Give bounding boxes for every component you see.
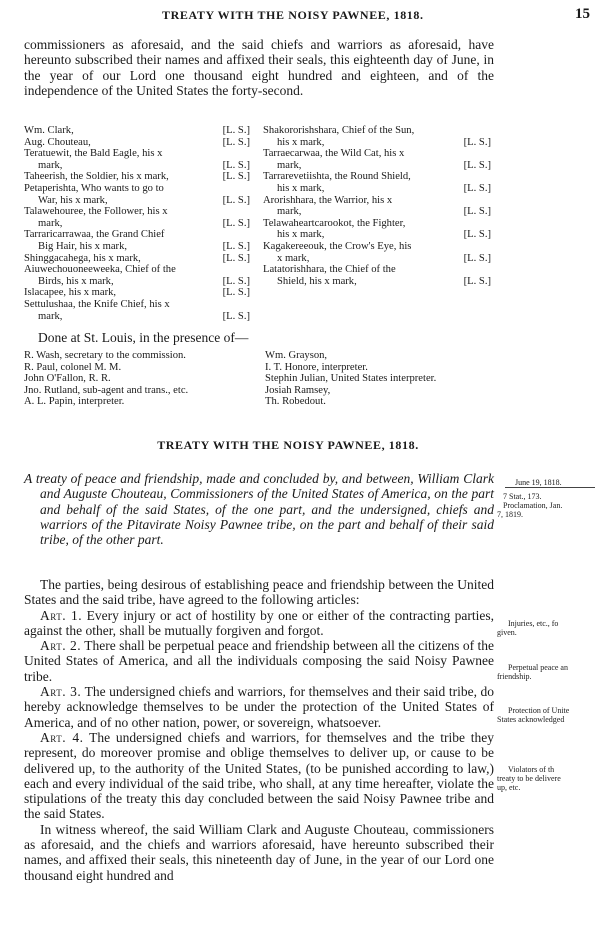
witness-paragraph: In witness whereof, the said William Clark and Auguste Chouteau, commissioners as aforesaid, and the chiefs and warriors aforesaid, have hereunto subscribed their names, and affixed their seals, this nineteenth day of June, in the year of our Lord one thousand eight hundred and [24,821,494,883]
sidenote-stat-3: 7, 1819. [497,510,523,519]
signature-text: Latatorishhara, the Chief of the [263,264,396,276]
signature-line [24,299,250,311]
article-label: Art. 3. [40,684,82,700]
signature-entry [263,171,491,194]
signature-text: Talawehouree, the Follower, his x [24,206,168,218]
signature-line [263,125,491,137]
signature-line [24,311,250,323]
witnesses-left [24,350,264,408]
signature-text: Aug. Chouteau, [24,136,91,148]
signature-text: Tarraecarwaa, the Wild Cat, his x [263,148,405,160]
signature-text: Shinggacahega, his x mark, [24,252,141,264]
seal-mark: [L. S.] [222,310,250,322]
sidenote-injuries-2: given. [497,628,517,637]
intro-paragraph: The parties, being desirous of establishing peace and friendship between the United States and the said tribe, have agreed to the following articles: [24,577,494,608]
article-2 [24,638,494,684]
article-1 [24,608,494,639]
signature-entry [263,241,491,264]
signature-entry [24,137,250,149]
signature-text: Petaperishta, Who wants to go to [24,182,164,194]
seal-mark: [L. S.] [463,136,491,148]
done-at-line: Done at St. Louis, in the presence of— [38,330,249,345]
page-number: 15 [575,6,590,22]
witness-name: Jno. Rutland, sub-agent and trans., etc. [24,384,189,396]
signature-text: mark, [38,159,63,171]
signature-text: Taheerish, the Soldier, his x mark, [24,171,169,183]
witness-name: R. Paul, colonel M. M. [24,361,122,373]
signature-line [263,253,491,265]
seal-mark: [L. S.] [463,275,491,287]
article-text: Every injury or act of hostility by one or either of the contracting parties, against the other, shall be mutually forgiven and forgot. [24,607,494,638]
signature-text: Aiuwechouoneeweeka, Chief of the [24,264,176,276]
signature-line [24,229,250,241]
seal-mark: [L. S.] [463,159,491,171]
sidenote-stat-2: Proclamation, Jan. [503,501,563,510]
witness-name: Stephin Julian, United States interpreter. [265,373,437,385]
signature-entry [24,206,250,229]
signature-entry [263,125,491,148]
signature-line [24,206,250,218]
signature-text: Birds, his x mark, [38,275,114,287]
treaty-title: TREATY WITH THE NOISY PAWNEE, 1818. [157,438,419,452]
signature-line [263,137,491,149]
running-header-title: TREATY WITH THE NOISY PAWNEE, 1818. [162,8,424,22]
signature-text: mark, [38,310,63,322]
signature-line [24,137,250,149]
article-text: There shall be perpetual peace and friendship between all the citizens of the United States of America, and all the individuals composing the said Noisy Pawnee tribe. [24,638,494,684]
signature-text: mark, [277,206,302,218]
sidenote-rule [505,487,595,488]
signature-text: mark, [277,159,302,171]
sidenote-violators-2: treaty to be delivere [497,774,561,783]
article-4 [24,730,494,822]
signature-line [24,125,250,137]
closing-paragraph: commissioners as aforesaid, and the said chiefs and warriors as aforesaid, have hereunto subscribed their names and affixed their seals, this eighteenth day of June, in the year of our Lord one thousand eight hundred and eighteen, and of the independence of the United States the forty-second. [24,37,494,98]
witness-name: I. T. Honore, interpreter. [265,361,368,373]
signature-line [263,276,491,288]
seal-mark: [L. S.] [222,217,250,229]
signature-line [24,264,250,276]
signature-entry [263,218,491,241]
signature-text: Tarraricarrawaa, the Grand Chief [24,229,165,241]
signature-entry [24,171,250,183]
signature-entry [24,253,250,265]
signature-entry [263,264,491,287]
signature-line [24,253,250,265]
signature-entry [263,148,491,171]
signature-text: mark, [38,217,63,229]
signature-text: Teratuewit, the Bald Eagle, his x [24,148,163,160]
sidenote-date: June 19, 1818. [515,478,562,487]
signature-entry [24,125,250,137]
signature-line [24,195,250,207]
seal-mark: [L. S.] [222,287,250,299]
signature-text: Islacapee, his x mark, [24,287,117,299]
witness-name: Wm. Grayson, [265,350,328,361]
sidenote-protection-2: States acknowledged [497,715,565,724]
seal-mark: [L. S.] [222,159,250,171]
signature-entry [24,229,250,252]
seal-mark: [L. S.] [463,182,491,194]
signature-text: Tarrarevetiishta, the Round Shield, [263,171,411,183]
witness-name: A. L. Papin, interpreter. [24,396,125,408]
signature-text: x mark, [277,252,310,264]
sidenote-peace-1: Perpetual peace an [508,663,568,672]
preamble: A treaty of peace and friendship, made and concluded by, and between, William Clark and Auguste Chouteau, Commissioners of the United States of America, on the part and behalf of the said States, of the one part, and the undersigned, chiefs and warriors of the Pitavirate Noisy Pawnee tribe, on the part and behalf of their said tribe, of the other part. [24,471,494,548]
witness-name: R. Wash, secretary to the commission. [24,350,186,361]
signature-line [24,287,250,299]
witness-name: Th. Robedout. [265,396,326,408]
signature-line [24,241,250,253]
signature-line [263,195,491,207]
signature-line [263,229,491,241]
signature-line [24,148,250,160]
signature-text: Settulushaa, the Knife Chief, his x [24,298,170,310]
signature-line [24,160,250,172]
signature-line [24,218,250,230]
sidenote-violators-1: Violators of th [508,765,555,774]
sidenote-stat-1: 7 Stat., 173. [503,492,542,501]
signature-text: Wm. Clark, [24,125,74,136]
article-label: Art. 1. [40,607,83,623]
signature-entry [24,183,250,206]
signature-text: War, his x mark, [38,194,108,206]
seal-mark: [L. S.] [222,275,250,287]
signature-text: Telawaheartcarookot, the Fighter, [263,217,406,229]
seal-mark: [L. S.] [463,252,491,264]
witnesses-right [265,350,505,408]
signature-line [263,264,491,276]
article-3 [24,684,494,730]
article-text: The undersigned chiefs and warriors, for themselves and their said tribe, do hereby acknowledge themselves to be under the protection of the United States of America, and of no other nation, power, or sovereign, whatsoever. [24,684,494,730]
signature-entry [24,287,250,299]
sidenote-injuries-1: Injuries, etc., fo [508,619,559,628]
signatures-left [24,125,250,322]
signature-text: Shakororishshara, Chief of the Sun, [263,125,415,136]
signature-text: his x mark, [277,229,325,241]
signature-text: Big Hair, his x mark, [38,240,128,252]
signature-text: his x mark, [277,182,325,194]
signature-text: Kagakereeouk, the Crow's Eye, his [263,240,412,252]
signature-line [263,171,491,183]
signatures-right [263,125,491,287]
signature-text: his x mark, [277,136,325,148]
seal-mark: [L. S.] [222,171,250,183]
signature-line [263,218,491,230]
signature-entry [24,299,250,322]
witness-name: Josiah Ramsey, [265,384,331,396]
signature-entry [24,264,250,287]
seal-mark: [L. S.] [463,229,491,241]
witness-name: John O'Fallon, R. R. [24,373,111,385]
signature-entry [24,148,250,171]
article-text: The undersigned chiefs and warriors, for themselves and the tribe they represent, do moreover promise and oblige themselves to deliver up, or cause to be delivered up, to the authority of the United States, (to be punished according to law,) each and every individual of the said tribe, who shall, at any time hereafter, violate the stipulations of the treaty this day concluded between the said Noisy Pawnee tribe and the said States. [24,729,494,822]
seal-mark: [L. S.] [222,194,250,206]
signature-line [24,276,250,288]
article-label: Art. 4. [40,729,84,745]
running-header [0,6,600,26]
article-label: Art. 2. [40,638,82,654]
signature-line [24,171,250,183]
treaty-body [24,577,494,883]
seal-mark: [L. S.] [463,206,491,218]
sidenote-violators-3: up, etc. [497,783,521,792]
signature-text: Arorishhara, the Warrior, his x [263,194,393,206]
seal-mark: [L. S.] [222,136,250,148]
sidenote-peace-2: friendship. [497,672,532,681]
signature-entry [263,195,491,218]
signature-line [263,148,491,160]
sidenote-protection-1: Protection of Unite [508,706,570,715]
signature-line [263,206,491,218]
signature-line [24,183,250,195]
signature-line [263,160,491,172]
signature-line [263,241,491,253]
seal-mark: [L. S.] [222,125,250,136]
signature-text: Shield, his x mark, [277,275,357,287]
seal-mark: [L. S.] [222,240,250,252]
seal-mark: [L. S.] [222,252,250,264]
signature-line [263,183,491,195]
